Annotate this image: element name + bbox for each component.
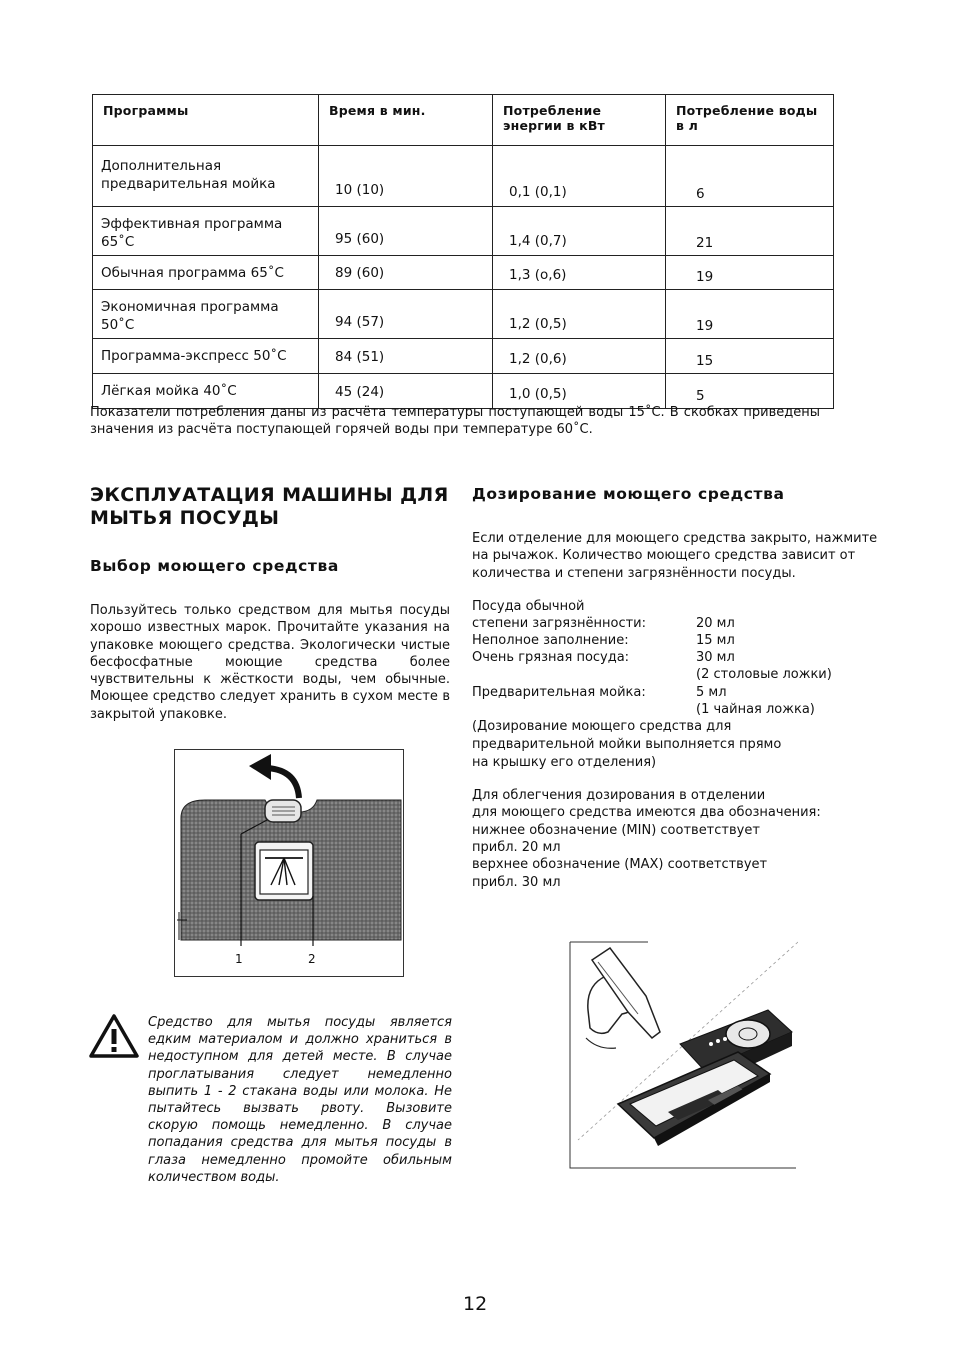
partial-label: Неполное заполнение: (472, 633, 629, 648)
table-row (93, 339, 834, 374)
dosing-illustration (568, 940, 798, 1170)
energy-value: 1,0 (0,5) (509, 386, 567, 402)
prewash-remark-2: предварительной мойки выполняется прямо (472, 737, 782, 752)
warning-triangle-icon (88, 1013, 140, 1059)
water-value: 19 (696, 269, 714, 285)
prewash-note: (1 чайная ложка) (696, 702, 815, 717)
dosing-intro: Если отделение для моющего средства закрыто, нажмите на рычажок. Количество моющего средства зависит от количества и степени загрязнённости посуды. (472, 531, 878, 581)
energy-value: 1,2 (0,6) (509, 351, 567, 367)
dirty-note: (2 столовые ложки) (696, 667, 832, 682)
prewash-label: Предварительная мойка: (472, 685, 646, 700)
water-value: 21 (696, 235, 714, 251)
prewash-remark-1: (Дозирование моющего средства для (472, 719, 732, 734)
dirty-value: 30 мл (696, 650, 735, 665)
dosing-title: Дозирование моющего средства (472, 485, 785, 503)
energy-value: 1,3 (o,6) (509, 267, 567, 283)
time-value: 89 (60) (335, 265, 385, 281)
marks-line-5: верхнее обозначение (MAX) соответствует (472, 857, 768, 872)
program-name: Обычная программа 65˚С (93, 256, 319, 290)
water-value: 5 (696, 388, 705, 404)
warning-text: Средство для мытья посуды является едким материалом и должно храниться в недоступном для детей месте. В случае проглатывания следует немедленно выпить 1 - 2 стакана воды или молока. Не пытайтесь вызвать рвоту. Вызовите скорую помощь немедленно. В случае попадания средства для мытья посуды в глаза немедленно промойте обильным количеством воды. (148, 1015, 452, 1185)
water-value: 6 (696, 186, 705, 202)
header-programs: Программы (93, 95, 319, 146)
energy-value: 1,4 (0,7) (509, 233, 567, 249)
program-name: Лёгкая мойка 40˚С (93, 374, 319, 409)
time-value: 45 (24) (335, 384, 385, 400)
normal-label-1: Посуда обычной (472, 599, 585, 614)
marks-line-1: Для облегчения дозирования в отделении (472, 788, 766, 803)
time-value: 95 (60) (335, 231, 385, 247)
energy-value: 1,2 (0,5) (509, 316, 567, 332)
callout-1: 1 (235, 952, 243, 966)
choose-detergent-title: Выбор моющего средства (90, 557, 339, 575)
time-value: 94 (57) (335, 314, 385, 330)
time-value: 10 (10) (335, 182, 385, 198)
dirty-label: Очень грязная посуда: (472, 650, 630, 665)
water-value: 19 (696, 318, 714, 334)
time-value: 84 (51) (335, 349, 385, 365)
callout-2: 2 (308, 952, 316, 966)
dispenser-drawing (175, 750, 402, 975)
program-name: Эффективная программа 65˚С (93, 207, 319, 256)
table-header-row (93, 95, 834, 146)
table-row (93, 290, 834, 339)
program-name: Дополнительная предварительная мойка (93, 146, 319, 207)
table-row (93, 256, 834, 290)
prewash-value: 5 мл (696, 685, 727, 700)
choose-detergent-text: Пользуйтесь только средством для мытья посуды хорошо известных марок. Прочитайте указания на упаковке моющего средства. Экологически чистые бесфосфатные моющие средства более чувствительны к жёсткости воды, чем обычные. Моющее средство следует хранить в сухом месте в закрытой упаковке. (90, 603, 450, 722)
partial-value: 15 мл (696, 633, 735, 648)
marks-line-3: нижнее обозначение (MIN) соответствует (472, 823, 760, 838)
program-name: Экономичная программа 50˚С (93, 290, 319, 339)
header-water: Потребление воды в л (666, 95, 834, 146)
table-row (93, 207, 834, 256)
page-number: 12 (463, 1293, 488, 1315)
marks-line-6: прибл. 30 мл (472, 875, 561, 890)
water-value: 15 (696, 353, 714, 369)
header-time: Время в мин. (319, 95, 493, 146)
program-table (92, 94, 834, 409)
table-row (93, 146, 834, 207)
prewash-remark-3: на крышку его отделения) (472, 755, 657, 770)
energy-value: 0,1 (0,1) (509, 184, 567, 200)
section-title: ЭКСПЛУАТАЦИЯ МАШИНЫ ДЛЯ МЫТЬЯ ПОСУДЫ (90, 484, 449, 529)
table-note: Показатели потребления даны из расчёта температуры поступающей воды 15˚С. В скобках приведены значения из расчёта поступающей горячей воды при температуре 60˚С. (90, 405, 820, 437)
normal-value: 20 мл (696, 616, 735, 631)
program-name: Программа-экспресс 50˚С (93, 339, 319, 374)
header-energy: Потребление энергии в кВт (493, 95, 666, 146)
marks-line-2: для моющего средства имеются два обозначения: (472, 805, 821, 820)
marks-line-4: прибл. 20 мл (472, 840, 561, 855)
normal-label-2: степени загрязнённости: (472, 616, 646, 631)
dispenser-figure (174, 749, 404, 977)
